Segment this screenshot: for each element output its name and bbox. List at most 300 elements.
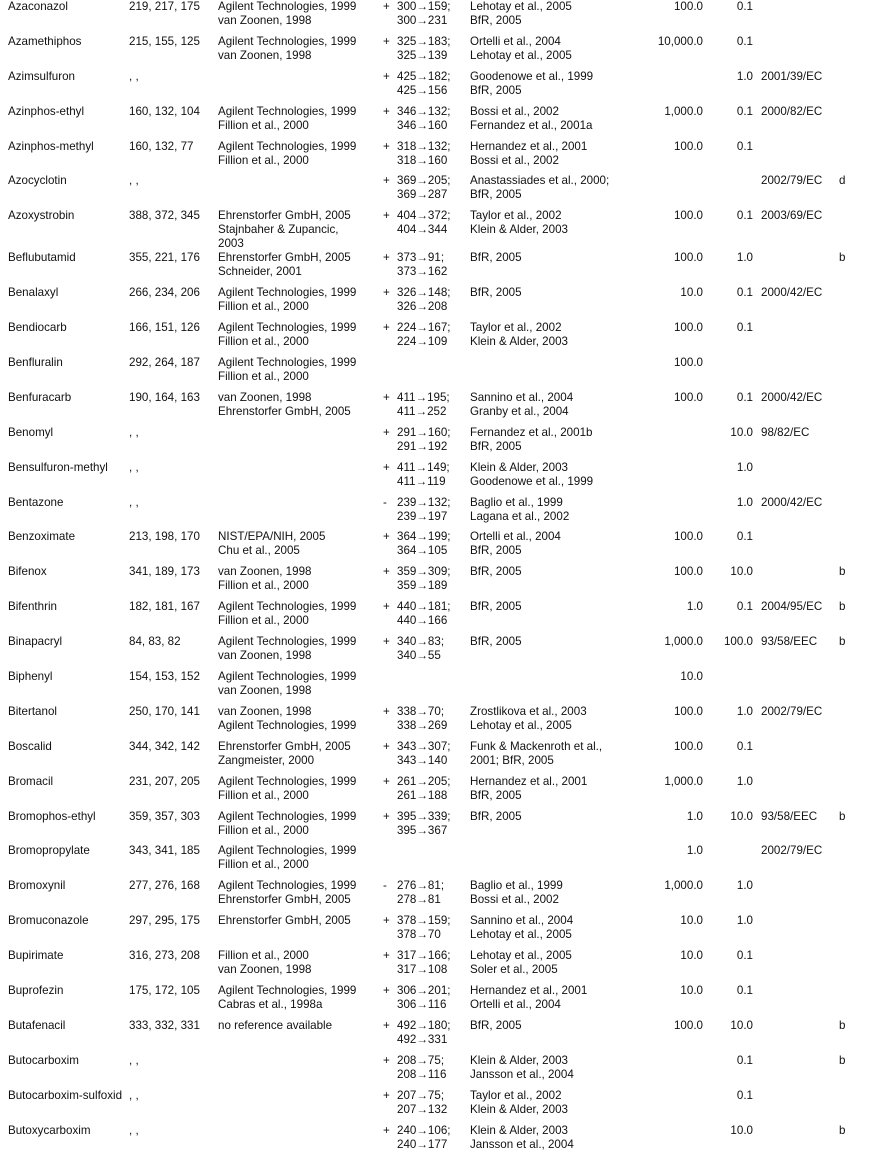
cell-line: Klein & Alder, 2003 [470, 1053, 568, 1067]
compound-name: Buprofezin [8, 984, 64, 998]
compound-name: Benfluralin [8, 356, 63, 370]
value-2: 1.0 [736, 879, 753, 893]
cell-line: no reference available [218, 1018, 333, 1032]
ion-masses: 160, 132, 77 [129, 139, 194, 153]
value-2 [703, 174, 753, 209]
value-2: 0.1 [736, 209, 753, 223]
gc-reference [218, 209, 381, 251]
value-1 [630, 1054, 703, 1089]
compound-name: Bitertanol [8, 704, 57, 718]
compound-name: Biphenyl [8, 670, 53, 684]
lc-reference [470, 775, 630, 810]
mrm-transitions [397, 670, 470, 705]
mrm-transitions [397, 810, 470, 845]
lc-reference [470, 914, 630, 949]
cell-line: BfR, 2005 [470, 188, 522, 202]
compound-name: Azaconazol [8, 0, 68, 13]
cell-line: Agilent Technologies, 1999 [218, 0, 357, 13]
cell-line: Bossi et al., 2002 [470, 153, 559, 167]
ion-masses: , , [129, 69, 139, 83]
footnote: b [839, 1123, 846, 1137]
directive: 93/58/EEC [761, 809, 818, 823]
cell-line: 278→81 [397, 893, 441, 907]
cell-line: Agilent Technologies, 1999 [218, 774, 357, 788]
lc-reference [470, 1019, 630, 1054]
cell-line: 240→106; [397, 1123, 451, 1137]
mrm-transitions [397, 1054, 470, 1089]
compound-name: Benzoximate [8, 530, 76, 544]
cell-line: Lehotay et al., 2005 [470, 48, 572, 62]
compound-name: Bupirimate [8, 949, 64, 963]
lc-reference [470, 600, 630, 635]
directive: 2003/69/EC [761, 209, 823, 223]
cell-line: BfR, 2005 [470, 1018, 522, 1032]
cell-line: Lehotay et al., 2005 [470, 949, 572, 963]
value-2: 0.1 [736, 984, 753, 998]
value-2 [703, 844, 753, 879]
cell-line: van Zoonen, 1998 [218, 704, 312, 718]
cell-line: Fillion et al., 2000 [218, 118, 309, 132]
mrm-transitions [397, 461, 470, 496]
cell-line: BfR, 2005 [470, 286, 522, 300]
mrm-transitions [397, 635, 470, 670]
ion-masses: 190, 164, 163 [129, 390, 200, 404]
cell-line: 239→197 [397, 509, 448, 523]
footnote: b [839, 1018, 846, 1032]
value-2: 0.1 [736, 286, 753, 300]
compound-name: Bendiocarb [8, 321, 67, 335]
directive: 98/82/EC [761, 425, 810, 439]
cell-line: 291→192 [397, 439, 448, 453]
value-2: 0.1 [736, 739, 753, 753]
mrm-transitions [397, 1124, 470, 1159]
compound-name: Binapacryl [8, 635, 63, 649]
footnote [835, 670, 869, 705]
gc-reference [218, 879, 381, 914]
value-1: 100.0 [673, 1018, 703, 1032]
footnote [835, 984, 869, 1019]
cell-line: 404→344 [397, 223, 448, 237]
lc-reference [470, 140, 630, 175]
lc-reference [470, 391, 630, 426]
cell-line: Lagana et al., 2002 [470, 509, 570, 523]
compound-name: Butocarboxim [8, 1053, 79, 1067]
value-1: 1,000.0 [664, 635, 703, 649]
mrm-transitions [397, 1019, 470, 1054]
footnote: b [839, 809, 846, 823]
value-2: 1.0 [736, 460, 753, 474]
value-1: 100.0 [673, 321, 703, 335]
footnote [835, 461, 869, 496]
table-row [0, 105, 869, 140]
directive [753, 1089, 835, 1124]
ionization-mode: + [383, 104, 390, 118]
cell-line: 404→372; [397, 209, 451, 223]
gc-reference [218, 635, 381, 670]
table-row [0, 140, 869, 175]
mrm-transitions [397, 879, 470, 914]
compound-name: Bifenthrin [8, 600, 57, 614]
cell-line: Fillion et al., 2000 [218, 335, 309, 349]
cell-line: Fillion et al., 2000 [218, 858, 309, 872]
cell-line: Ortelli et al., 2004 [470, 998, 561, 1012]
value-2 [703, 670, 753, 705]
table-row [0, 1089, 869, 1124]
cell-line: 340→83; [397, 635, 445, 649]
cell-line: 411→119 [397, 474, 446, 488]
value-2: 10.0 [730, 565, 753, 579]
cell-line: 346→160 [397, 118, 448, 132]
cell-line: BfR, 2005 [470, 83, 522, 97]
mrm-transitions [397, 391, 470, 426]
gc-reference [218, 174, 381, 209]
directive: 2004/95/EC [761, 600, 823, 614]
lc-reference [470, 35, 630, 70]
compound-name: Azamethiphos [8, 34, 82, 48]
compound-name: Bromophos-ethyl [8, 809, 96, 823]
footnote [835, 70, 869, 105]
cell-line: 2001; BfR, 2005 [470, 753, 554, 767]
cell-line: Agilent Technologies, 1999 [218, 718, 357, 732]
cell-line: Soler et al., 2005 [470, 963, 558, 977]
cell-line: 373→91; [397, 251, 445, 265]
cell-line: 346→132; [397, 104, 451, 118]
cell-line: Hernandez et al., 2001 [470, 774, 588, 788]
value-1: 100.0 [673, 565, 703, 579]
cell-line: Klein & Alder, 2003 [470, 1102, 568, 1116]
value-1: 100.0 [673, 209, 703, 223]
mrm-transitions [397, 600, 470, 635]
cell-line: 492→331 [397, 1032, 448, 1046]
cell-line: 276→81; [397, 879, 445, 893]
cell-line: Ehrenstorfer GmbH, 2005 [218, 914, 351, 928]
directive: 2000/42/EC [761, 390, 823, 404]
cell-line: Schneider, 2001 [218, 265, 302, 279]
ionization-mode: + [383, 174, 390, 188]
cell-line: Fillion et al., 2000 [218, 949, 309, 963]
directive [753, 879, 835, 914]
value-2: 0.1 [736, 1088, 753, 1102]
value-2: 0.1 [736, 104, 753, 118]
footnote [835, 844, 869, 879]
ionization-mode: + [383, 425, 390, 439]
ionization-mode: + [383, 0, 390, 13]
cell-line: 261→205; [397, 774, 451, 788]
cell-line: Bossi et al., 2002 [470, 893, 559, 907]
cell-line: Ehrenstorfer GmbH, 2005 [218, 893, 351, 907]
ion-masses: 84, 83, 82 [129, 635, 181, 649]
cell-line: BfR, 2005 [470, 439, 522, 453]
ionization-mode: + [383, 600, 390, 614]
cell-line: BfR, 2005 [470, 251, 522, 265]
ion-masses: 355, 221, 176 [129, 251, 200, 265]
cell-line: 325→183; [397, 34, 451, 48]
gc-reference [218, 426, 381, 461]
table-row [0, 600, 869, 635]
directive [753, 356, 835, 391]
compound-name: Bromuconazole [8, 914, 89, 928]
cell-line: 300→231 [397, 14, 448, 27]
value-2: 10.0 [730, 809, 753, 823]
value-2: 0.1 [736, 1053, 753, 1067]
cell-line: Agilent Technologies, 1999 [218, 809, 357, 823]
table-row [0, 530, 869, 565]
lc-reference [470, 844, 630, 879]
cell-line: Sannino et al., 2004 [470, 390, 574, 404]
cell-line: 306→201; [397, 984, 451, 998]
ion-masses: 266, 234, 206 [129, 286, 200, 300]
mrm-transitions [397, 70, 470, 105]
gc-reference [218, 321, 381, 356]
cell-line: van Zoonen, 1998 [218, 565, 312, 579]
footnote [835, 879, 869, 914]
lc-reference [470, 565, 630, 600]
cell-line: Anastassiades et al., 2000; [470, 174, 610, 188]
cell-line: Ortelli et al., 2004 [470, 530, 561, 544]
value-1: 100.0 [673, 390, 703, 404]
lc-reference [470, 705, 630, 740]
ion-masses: , , [129, 174, 139, 188]
mrm-transitions [397, 740, 470, 775]
cell-line: BfR, 2005 [470, 544, 522, 558]
table-row [0, 844, 869, 879]
ionization-mode: + [383, 286, 390, 300]
cell-line: Klein & Alder, 2003 [470, 335, 568, 349]
cell-line: Fillion et al., 2000 [218, 823, 309, 837]
cell-line: 325→139 [397, 48, 448, 62]
ion-masses: 359, 357, 303 [129, 809, 200, 823]
table-row [0, 984, 869, 1019]
cell-line: Agilent Technologies, 1999 [218, 356, 357, 370]
gc-reference [218, 35, 381, 70]
cell-line: 291→160; [397, 425, 451, 439]
directive [753, 251, 835, 286]
mrm-transitions [397, 286, 470, 321]
cell-line: Ehrenstorfer GmbH, 2005 [218, 739, 351, 753]
cell-line: Jansson et al., 2004 [470, 1067, 574, 1081]
cell-line: Agilent Technologies, 1999 [218, 139, 357, 153]
cell-line: Agilent Technologies, 1999 [218, 600, 357, 614]
lc-reference [470, 0, 630, 35]
table-row [0, 810, 869, 845]
gc-reference [218, 251, 381, 286]
gc-reference [218, 705, 381, 740]
cell-line: 317→166; [397, 949, 451, 963]
ion-masses: 215, 155, 125 [129, 34, 200, 48]
cell-line: 411→149; [397, 460, 450, 474]
compound-name: Bifenox [8, 565, 47, 579]
cell-line: Zrostlikova et al., 2003 [470, 704, 587, 718]
value-2: 0.1 [736, 0, 753, 13]
footnote [835, 530, 869, 565]
table-row [0, 391, 869, 426]
ion-masses: , , [129, 495, 139, 509]
directive [753, 140, 835, 175]
directive: 2000/42/EC [761, 286, 823, 300]
value-1: 100.0 [673, 739, 703, 753]
ionization-mode: - [383, 879, 387, 893]
footnote [835, 0, 869, 35]
compound-name: Benomyl [8, 425, 54, 439]
value-1: 100.0 [673, 704, 703, 718]
cell-line: Ehrenstorfer GmbH, 2005 [218, 404, 351, 418]
ionization-mode: + [383, 251, 390, 265]
cell-line: Hernandez et al., 2001 [470, 139, 588, 153]
footnote [835, 496, 869, 531]
cell-line: 364→199; [397, 530, 451, 544]
footnote: b [839, 251, 846, 265]
cell-line: Baglio et al., 1999 [470, 879, 563, 893]
ion-masses: , , [129, 460, 139, 474]
compound-name: Bensulfuron-methyl [8, 460, 108, 474]
directive [753, 914, 835, 949]
footnote [835, 391, 869, 426]
cell-line: Taylor et al., 2002 [470, 1088, 562, 1102]
directive [753, 0, 835, 35]
directive [753, 740, 835, 775]
directive [753, 1019, 835, 1054]
mrm-transitions [397, 251, 470, 286]
cell-line: Jansson et al., 2004 [470, 1137, 574, 1151]
value-2: 0.1 [736, 390, 753, 404]
cell-line: Chu et al., 2005 [218, 544, 300, 558]
ionization-mode: - [383, 495, 387, 509]
ionization-mode: + [383, 34, 390, 48]
cell-line: 306→116 [397, 998, 447, 1012]
footnote: b [839, 635, 846, 649]
gc-reference [218, 810, 381, 845]
gc-reference [218, 740, 381, 775]
cell-line: Agilent Technologies, 1999 [218, 321, 357, 335]
lc-reference [470, 879, 630, 914]
ion-masses: , , [129, 1088, 139, 1102]
ionization-mode [381, 670, 397, 705]
lc-reference [470, 105, 630, 140]
compound-name: Boscalid [8, 739, 52, 753]
cell-line: van Zoonen, 1998 [218, 649, 312, 663]
cell-line: Taylor et al., 2002 [470, 209, 562, 223]
value-1: 1,000.0 [664, 879, 703, 893]
gc-reference [218, 844, 381, 879]
gc-reference [218, 0, 381, 35]
gc-reference [218, 286, 381, 321]
ionization-mode: + [383, 809, 390, 823]
cell-line: Fillion et al., 2000 [218, 788, 309, 802]
cell-line: Goodenowe et al., 1999 [470, 69, 594, 83]
cell-line: van Zoonen, 1998 [218, 390, 312, 404]
compound-name: Benfuracarb [8, 390, 72, 404]
lc-reference [470, 1089, 630, 1124]
directive [753, 949, 835, 984]
value-1 [630, 496, 703, 531]
cell-line: 395→367 [397, 823, 448, 837]
cell-line: Lehotay et al., 2005 [470, 0, 572, 13]
ionization-mode: + [383, 460, 390, 474]
mrm-transitions [397, 105, 470, 140]
ionization-mode: + [383, 139, 390, 153]
mrm-transitions [397, 565, 470, 600]
value-1: 100.0 [673, 251, 703, 265]
value-2: 1.0 [736, 704, 753, 718]
ion-masses: 297, 295, 175 [129, 914, 200, 928]
table-row [0, 286, 869, 321]
value-2: 1.0 [736, 251, 753, 265]
ion-masses: , , [129, 1123, 139, 1137]
footnote: b [839, 600, 846, 614]
ion-masses: 154, 153, 152 [129, 670, 200, 684]
ionization-mode: + [383, 704, 390, 718]
ionization-mode: + [383, 565, 390, 579]
cell-line: Agilent Technologies, 1999 [218, 879, 357, 893]
directive [753, 565, 835, 600]
cell-line: 207→75; [397, 1088, 445, 1102]
cell-line: Cabras et al., 1998a [218, 998, 323, 1012]
cell-line: 369→205; [397, 174, 451, 188]
lc-reference [470, 670, 630, 705]
value-1 [630, 461, 703, 496]
cell-line: 440→166 [397, 614, 448, 628]
lc-reference [470, 70, 630, 105]
directive: 2000/42/EC [761, 495, 823, 509]
table-row [0, 879, 869, 914]
cell-line: 340→55 [397, 649, 441, 663]
gc-reference [218, 105, 381, 140]
footnote [835, 775, 869, 810]
cell-line: van Zoonen, 1998 [218, 48, 312, 62]
compound-name: Azinphos-methyl [8, 139, 94, 153]
mrm-transitions [397, 844, 470, 879]
cell-line: 240→177 [397, 1137, 448, 1151]
ionization-mode: + [383, 949, 390, 963]
gc-reference [218, 670, 381, 705]
cell-line: van Zoonen, 1998 [218, 14, 312, 27]
directive: 2000/82/EC [761, 104, 823, 118]
footnote: b [839, 565, 846, 579]
footnote [835, 105, 869, 140]
ion-masses: 341, 189, 173 [129, 565, 200, 579]
cell-line: 395→339; [397, 809, 451, 823]
mrm-transitions [397, 356, 470, 391]
cell-line: 378→159; [397, 914, 451, 928]
compound-name: Bromoxynil [8, 879, 66, 893]
ion-masses: 166, 151, 126 [129, 321, 200, 335]
compound-name: Butocarboxim-sulfoxid [8, 1088, 123, 1102]
gc-reference [218, 775, 381, 810]
cell-line: 318→132; [397, 139, 451, 153]
cell-line: 343→140 [397, 753, 448, 767]
cell-line: 338→269 [397, 718, 448, 732]
value-1: 100.0 [673, 0, 703, 13]
cell-line: Fillion et al., 2000 [218, 300, 309, 314]
table-row [0, 321, 869, 356]
cell-line: Agilent Technologies, 1999 [218, 984, 357, 998]
cell-line: Klein & Alder, 2003 [470, 460, 568, 474]
ionization-mode: + [383, 635, 390, 649]
footnote [835, 35, 869, 70]
cell-line: Funk & Mackenroth et al., [470, 739, 603, 753]
mrm-transitions [397, 530, 470, 565]
value-2: 0.1 [736, 321, 753, 335]
footnote [835, 949, 869, 984]
footnote [835, 356, 869, 391]
table-row [0, 635, 869, 670]
value-2: 0.1 [736, 600, 753, 614]
value-1: 10.0 [680, 286, 703, 300]
ionization-mode: + [383, 774, 390, 788]
cell-line: 224→167; [397, 321, 451, 335]
footnote [835, 321, 869, 356]
cell-line: Fillion et al., 2000 [218, 370, 309, 384]
